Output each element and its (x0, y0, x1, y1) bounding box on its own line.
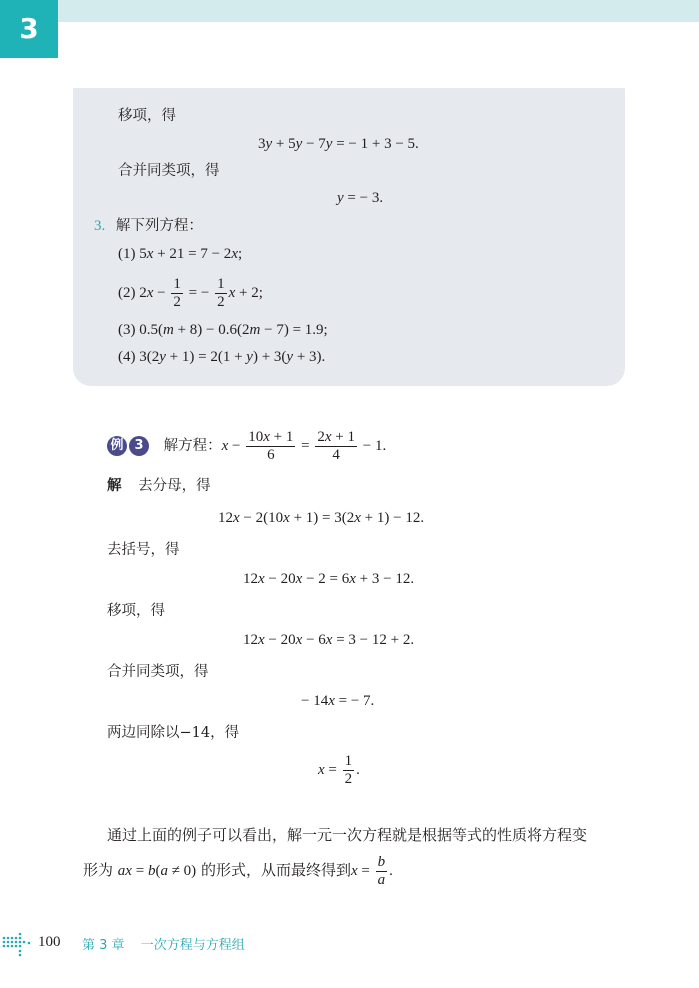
step-combine-label: 合并同类项，得 (118, 163, 220, 179)
step-1-equation: 12x − 2(10x + 1) = 3(2x + 1) − 12. (218, 510, 425, 526)
step-move-label: 移项，得 (118, 108, 176, 124)
solution-line (107, 476, 211, 496)
chapter-number: 第 3 章 (82, 938, 125, 953)
step-5-equation: x = $\frac{1}{2}$ . (318, 753, 360, 788)
example-heading (107, 428, 386, 464)
problem-item-1: (1) 5x + 21 = 7 − 2x; (118, 246, 243, 262)
step-3-label: 移项，得 (107, 603, 165, 619)
step-2-equation: 12x − 20x − 2 = 6x + 3 − 12. (243, 571, 415, 587)
page-footer (0, 930, 400, 960)
problem-item-3: (3) 0.5(m + 8) − 0.6(2m − 7) = 1.9; (118, 322, 328, 338)
problem-heading (94, 216, 203, 236)
problem-title: 解下列方程： (115, 218, 203, 234)
example-prompt: 解方程： (163, 438, 222, 454)
summary-mid: 的形式，从而最终得到 (200, 861, 351, 879)
summary-result: x = $\frac{b}{a}$ . (350, 854, 393, 889)
summary-line-2 (83, 852, 393, 889)
problem-number: 3. (94, 218, 106, 234)
chapter-label (82, 934, 245, 953)
example-equation: x − $\frac{10x + 1}{6}$ = $\frac{2x + 1}{4}$ − 1. (221, 429, 387, 464)
equation-move: 3y + 5y − 7y = − 1 + 3 − 5. (258, 136, 419, 152)
step-4-equation: − 14x = − 7. (301, 693, 375, 709)
equation-combine: y = − 3. (337, 190, 384, 206)
page-number: 100 (38, 934, 61, 950)
step-2-label: 去括号，得 (107, 542, 180, 558)
summary-line-1: 通过上面的例子可以看出，解一元一次方程就是根据等式的性质将方程变 (107, 826, 588, 844)
summary-prefix: 形为 (83, 861, 114, 879)
problem-item-4: (4) 3(2y + 1) = 2(1 + y) + 3(y + 3). (118, 349, 326, 365)
step-3-equation: 12x − 20x − 6x = 3 − 12 + 2. (243, 632, 415, 648)
summary-form: ax = b(a ≠ 0) (117, 863, 197, 879)
dots-arrow-icon (2, 930, 34, 958)
chapter-title: 一次方程与方程组 (140, 938, 245, 953)
exercise-box (73, 88, 625, 386)
chapter-tab: 3 (0, 0, 58, 58)
step-4-label: 合并同类项，得 (107, 664, 209, 680)
example-badge: 例 (107, 436, 127, 456)
solution-label: 解 (107, 477, 122, 494)
problem-item-2: (2) 2x − $\frac{1}{2}$ = − $\frac{1}{2}$ x + 2; (118, 276, 263, 311)
step-1-label: 去分母，得 (138, 478, 211, 494)
step-5-label: 两边同除以−14，得 (107, 725, 240, 741)
example-number-badge: 3 (129, 436, 149, 456)
header-band (0, 0, 699, 22)
